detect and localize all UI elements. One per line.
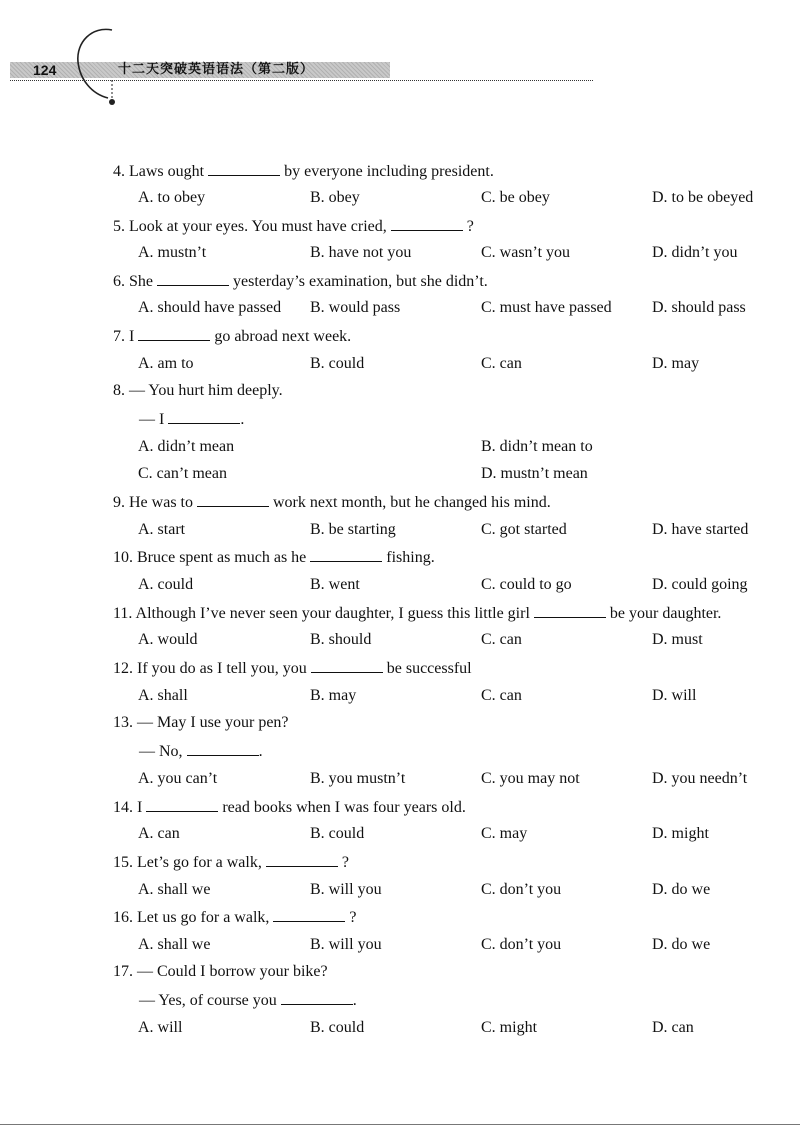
question-text: 4. Laws ought: [113, 163, 205, 180]
question-stem: [113, 547, 435, 568]
answer-option: B. should: [310, 631, 372, 648]
book-title: 十二天突破英语语法（第二版）: [118, 62, 315, 77]
answer-option: D. do we: [652, 881, 711, 898]
answer-option: C. could to go: [481, 576, 572, 593]
question-text: 12. If you do as I tell you, you: [113, 660, 307, 677]
question-text: 5. Look at your eyes. You must have cried,: [113, 218, 387, 235]
answer-blank: [146, 797, 218, 812]
question-stem: [113, 492, 551, 513]
answer-option: D. to be obeyed: [652, 189, 754, 206]
answer-option: A. would: [138, 631, 198, 648]
question-stem: [113, 381, 283, 401]
answer-option: B. obey: [310, 189, 360, 206]
answer-option: C. wasn’t you: [481, 244, 571, 261]
dialogue-response: [139, 741, 263, 762]
dialogue-response: [139, 990, 357, 1011]
answer-option: C. might: [481, 1019, 538, 1036]
answer-option: D. have started: [652, 521, 749, 538]
response-text: — I: [139, 411, 165, 428]
answer-option: B. didn’t mean to: [481, 438, 593, 455]
question-text-after-blank: work next month, but he changed his mind.: [272, 494, 551, 511]
response-text: — Yes, of course you: [139, 992, 277, 1009]
answer-blank: [187, 741, 259, 756]
response-text: — No,: [139, 743, 183, 760]
answer-option: D. must: [652, 631, 703, 648]
answer-option: A. should have passed: [138, 299, 282, 316]
answer-option: D. might: [652, 825, 709, 842]
answer-option: D. didn’t you: [652, 244, 738, 261]
question-text-after-blank: read books when I was four years old.: [222, 799, 466, 816]
question-text-after-blank: go abroad next week.: [214, 328, 352, 345]
question-stem: [113, 216, 474, 237]
answer-option: B. could: [310, 355, 365, 372]
question-text-after-blank: yesterday’s examination, but she didn’t.: [233, 273, 488, 290]
answer-option: D. you needn’t: [652, 770, 748, 787]
answer-option: A. am to: [138, 355, 194, 372]
question-text: 6. She: [113, 273, 153, 290]
answer-option: A. shall we: [138, 936, 211, 953]
response-punctuation: .: [240, 411, 245, 428]
question-text: 13. — May I use your pen?: [113, 714, 289, 731]
question-stem: [113, 603, 721, 624]
answer-blank: [391, 216, 463, 231]
question-text: 11. Although I’ve never seen your daughter, I guess this little girl: [113, 605, 530, 622]
question-text: 15. Let’s go for a walk,: [113, 854, 262, 871]
answer-option: A. mustn’t: [138, 244, 207, 261]
question-stem: [113, 326, 351, 347]
question-text: 14. I: [113, 799, 143, 816]
question-text: 16. Let us go for a walk,: [113, 909, 270, 926]
question-stem: [113, 852, 349, 873]
answer-option: C. be obey: [481, 189, 550, 206]
answer-blank: [534, 603, 606, 618]
answer-option: B. be starting: [310, 521, 396, 538]
answer-option: C. can’t mean: [138, 465, 228, 482]
question-text: 9. He was to: [113, 494, 193, 511]
question-stem: [113, 161, 494, 182]
answer-option: A. shall we: [138, 881, 211, 898]
answer-option: B. may: [310, 687, 357, 704]
answer-option: C. you may not: [481, 770, 580, 787]
question-text: 17. — Could I borrow your bike?: [113, 963, 328, 980]
answer-option: C. must have passed: [481, 299, 612, 316]
question-stem: [113, 907, 357, 928]
question-text-after-blank: ?: [466, 218, 474, 235]
answer-option: C. may: [481, 825, 528, 842]
answer-option: A. could: [138, 576, 194, 593]
answer-option: D. may: [652, 355, 700, 372]
response-punctuation: .: [352, 992, 357, 1009]
answer-option: B. you mustn’t: [310, 770, 406, 787]
answer-blank: [273, 907, 345, 922]
answer-blank: [310, 547, 382, 562]
question-stem: [113, 962, 328, 982]
answer-blank: [157, 271, 229, 286]
answer-option: A. didn’t mean: [138, 438, 235, 455]
answer-option: A. to obey: [138, 189, 206, 206]
response-punctuation: .: [258, 743, 263, 760]
answer-blank: [311, 658, 383, 673]
answer-option: A. shall: [138, 687, 188, 704]
question-text-after-blank: by everyone including president.: [284, 163, 494, 180]
answer-blank: [281, 990, 353, 1005]
answer-option: C. can: [481, 631, 522, 648]
answer-option: D. mustn’t mean: [481, 465, 588, 482]
answer-option: C. don’t you: [481, 881, 562, 898]
answer-blank: [197, 492, 269, 507]
answer-option: B. could: [310, 825, 365, 842]
answer-option: D. do we: [652, 936, 711, 953]
answer-option: D. can: [652, 1019, 694, 1036]
question-stem: [113, 797, 466, 818]
question-text: 8. — You hurt him deeply.: [113, 382, 283, 399]
answer-option: D. could going: [652, 576, 748, 593]
bottom-rule: [0, 1124, 800, 1125]
answer-option: A. will: [138, 1019, 183, 1036]
question-stem: [113, 271, 488, 292]
answer-option: B. will you: [310, 936, 382, 953]
question-text-after-blank: be your daughter.: [609, 605, 722, 622]
question-stem: [113, 713, 289, 733]
question-text: 10. Bruce spent as much as he: [113, 549, 307, 566]
answer-blank: [208, 161, 280, 176]
question-stem: [113, 658, 472, 679]
answer-option: D. will: [652, 687, 697, 704]
answer-blank: [266, 852, 338, 867]
answer-option: B. have not you: [310, 244, 412, 261]
answer-option: D. should pass: [652, 299, 746, 316]
question-text-after-blank: ?: [341, 854, 349, 871]
answer-blank: [138, 326, 210, 341]
answer-option: B. would pass: [310, 299, 401, 316]
answer-option: C. can: [481, 687, 522, 704]
answer-option: A. you can’t: [138, 770, 218, 787]
answer-blank: [168, 409, 240, 424]
answer-option: C. can: [481, 355, 522, 372]
question-text: 7. I: [113, 328, 135, 345]
question-text-after-blank: be successful: [386, 660, 472, 677]
question-text-after-blank: ?: [349, 909, 357, 926]
page-number: 124: [33, 62, 57, 78]
answer-option: C. got started: [481, 521, 567, 538]
question-text-after-blank: fishing.: [386, 549, 435, 566]
answer-option: C. don’t you: [481, 936, 562, 953]
answer-option: A. can: [138, 825, 180, 842]
answer-option: A. start: [138, 521, 186, 538]
answer-option: B. could: [310, 1019, 365, 1036]
answer-option: B. went: [310, 576, 360, 593]
dialogue-response: [139, 409, 244, 430]
answer-option: B. will you: [310, 881, 382, 898]
